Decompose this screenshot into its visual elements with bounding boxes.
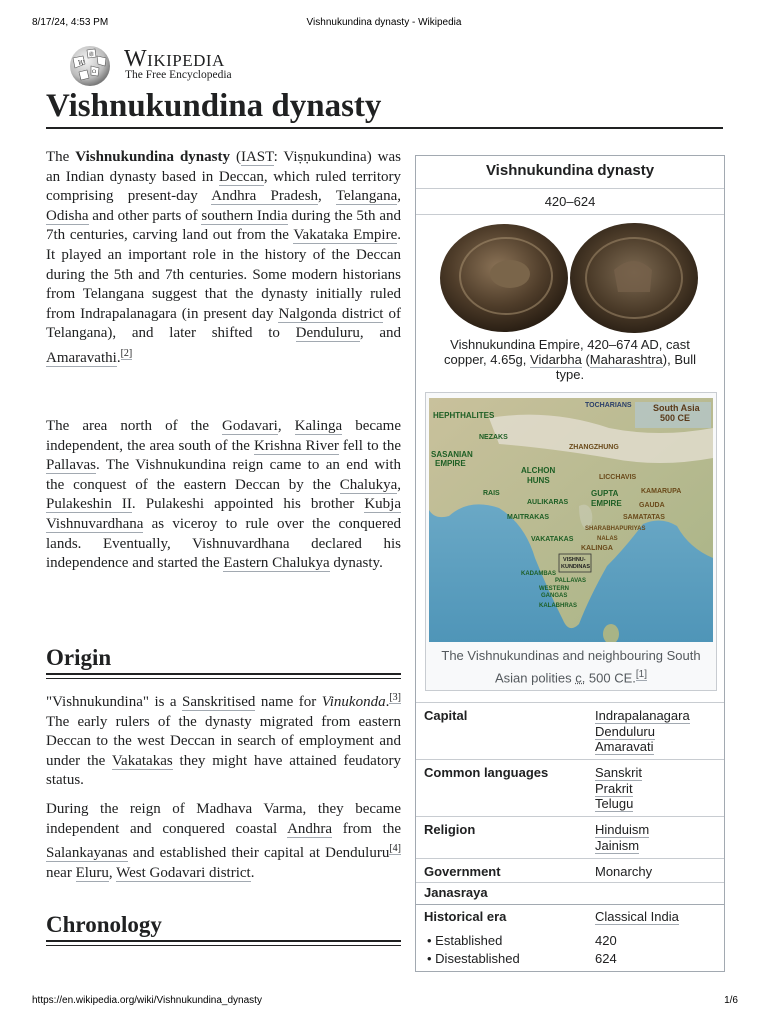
- map-label-tocharians: TOCHARIANS: [585, 402, 632, 409]
- link-deccan[interactable]: Deccan: [218, 168, 264, 185]
- title-divider: [46, 127, 723, 129]
- link-indrapalanagara[interactable]: Indrapalanagara: [595, 708, 690, 723]
- link-vidarbha[interactable]: Vidarbha: [530, 352, 582, 367]
- wikipedia-globe-logo[interactable]: [65, 44, 115, 88]
- print-title: Vishnukundina dynasty - Wikipedia: [306, 17, 462, 28]
- map-caption: The Vishnukundinas and neighbouring South Asian polities c. 500 CE.[1]: [441, 648, 701, 686]
- link-maharashtra[interactable]: Maharashtra: [589, 352, 663, 367]
- link-kalinga[interactable]: Kalinga: [294, 418, 343, 434]
- infobox-value-disestablished: 624: [595, 951, 617, 966]
- map-label-aulikaras: AULIKARAS: [527, 499, 569, 506]
- map-label-western: WESTERN: [539, 586, 569, 592]
- origin-heading: Origin: [46, 645, 401, 675]
- link-andhra[interactable]: Andhra: [287, 820, 333, 837]
- link-sanskrit[interactable]: Sanskrit: [595, 765, 642, 780]
- link-krishna-river[interactable]: Krishna River: [253, 437, 339, 454]
- link-chalukya[interactable]: Chalukya: [339, 476, 398, 493]
- link-prakrit[interactable]: Prakrit: [595, 780, 633, 796]
- infobox-dates: 420–624: [544, 194, 596, 209]
- map-figure: [425, 392, 717, 691]
- map-label-huns: HUNS: [527, 476, 550, 485]
- reference-4[interactable]: [4]: [389, 843, 401, 855]
- map-label-rais: RAIS: [483, 490, 500, 497]
- map-label-kalinga: KALINGA: [581, 545, 613, 552]
- origin-paragraph-1: "Vishnukundina" is a Sanskritised name for Vinukonda.[3] The early rulers of the dynasty migrated from eastern Deccan to the west Deccan in search of employment and under the Vakatakas they might have attained feudatory status.: [46, 692, 401, 789]
- link-iast[interactable]: IAST: [240, 149, 274, 165]
- map-label-sasanian: SASANIAN: [431, 450, 473, 459]
- origin-paragraph-2: During the reign of Madhava Varma, they became independent and conquered coastal Andhra from the Salankayanas and established their capital at Denduluru[4] near Eluru, West Godavari district.: [46, 801, 401, 881]
- map-label-gangas: GANGAS: [541, 593, 568, 599]
- map-label-nezaks: NEZAKS: [479, 434, 508, 441]
- map-label-south-asia: South Asia: [653, 403, 700, 413]
- link-sanskritised[interactable]: Sanskritised: [182, 694, 256, 710]
- reference-1[interactable]: [1]: [635, 669, 648, 680]
- link-classical-india[interactable]: Classical India: [595, 909, 679, 924]
- link-telangana[interactable]: Telangana: [335, 188, 398, 205]
- infobox-label-established: • Established: [427, 933, 503, 948]
- page-title: Vishnukundina dynasty: [46, 88, 382, 124]
- map-label-hephthalites: HEPHTHALITES: [433, 411, 495, 420]
- infobox-label-janasraya: Janasraya: [424, 885, 488, 900]
- link-amaravathi[interactable]: Amaravathi: [46, 349, 117, 366]
- map-label-kundinas: KUNDINAS: [561, 564, 591, 570]
- infobox: [415, 155, 725, 972]
- link-vakatakas[interactable]: Vakatakas: [111, 752, 173, 769]
- map-label-sasanian-empire: EMPIRE: [435, 459, 466, 468]
- map-label-zhangzhung: ZHANGZHUNG: [569, 444, 619, 451]
- map-label-gupta: GUPTA: [591, 489, 619, 498]
- infobox-label-era: Historical era: [424, 909, 507, 924]
- infobox-label-religion: Religion: [424, 822, 476, 837]
- link-eluru[interactable]: Eluru: [75, 864, 109, 881]
- svg-text:維: 維: [89, 52, 95, 58]
- reference-2[interactable]: [2]: [120, 347, 133, 359]
- map-label-sharabhapuriyas: SHARABHAPURIYAS: [585, 526, 646, 532]
- print-datetime: 8/17/24, 4:53 PM: [32, 17, 109, 28]
- map-label-alchon: ALCHON: [521, 466, 556, 475]
- map-label-kamarupa: KAMARUPA: [641, 488, 682, 495]
- intro-paragraph: The Vishnukundina dynasty (IAST: Viṣṇukundina) was an Indian dynasty based in Deccan, which ruled territory comprising present-day Andhra Pradesh, Telangana, Odisha and other parts of southern India during the 5th and 7th centuries, carving land out from the Vakataka Empire. It played an important role in the history of the Deccan during the 5th and 7th centuries. Some modern historians from Telangana suggest that the dynasty initially ruled from Indrapalanagara (in present day Nalgonda district of Telangana), and later shifted to Denduluru, and Amaravathi.[2]: [46, 149, 401, 366]
- map-label-kalabhras: KALABHRAS: [539, 603, 577, 609]
- map-label-gauda: GAUDA: [639, 502, 665, 509]
- link-telugu[interactable]: Telugu: [595, 796, 634, 811]
- link-pulakeshin-ii[interactable]: Pulakeshin II: [46, 496, 132, 513]
- infobox-value-established: 420: [595, 933, 617, 948]
- link-godavari[interactable]: Godavari: [222, 418, 278, 434]
- link-amaravati[interactable]: Amaravati: [595, 739, 654, 754]
- link-nalgonda-district[interactable]: Nalgonda district: [278, 305, 384, 322]
- conquest-paragraph: The area north of the Godavari, Kalinga became independent, the area south of the Krishna River fell to the Pallavas. The Vishnukundina reign came to an end with the conquest of the eastern Deccan by the Chalukya, Pulakeshin II. Pulakeshi appointed his brother Kubja Vishnuvardhana as viceroy to rule over the conquered lands. Eventually, Vishnuvardhana declared his independence and started the Eastern Chalukya dynasty.: [46, 418, 401, 572]
- link-odisha[interactable]: Odisha: [46, 207, 89, 224]
- map-label-maitrakas: MAITRAKAS: [507, 514, 549, 521]
- link-hinduism[interactable]: Hinduism: [595, 822, 650, 837]
- coin-image[interactable]: [438, 222, 702, 334]
- wikipedia-tagline: The Free Encyclopedia: [125, 69, 232, 81]
- map-label-kadambas: KADAMBAS: [521, 571, 556, 577]
- map-label-nalas: NALAS: [597, 536, 618, 542]
- link-jainism[interactable]: Jainism: [595, 837, 640, 853]
- link-eastern-chalukya[interactable]: Eastern Chalukya: [223, 555, 330, 572]
- link-west-godavari-district[interactable]: West Godavari district: [116, 864, 251, 881]
- link-vakataka-empire[interactable]: Vakataka Empire: [293, 227, 398, 244]
- link-denduluru[interactable]: Denduluru: [295, 325, 360, 342]
- link-kubja-vishnuvardhana[interactable]: Kubja Vishnuvardhana: [46, 496, 401, 532]
- print-url: https://en.wikipedia.org/wiki/Vishnukundina_dynasty: [32, 995, 262, 1006]
- infobox-label-capital: Capital: [424, 708, 468, 723]
- infobox-title: Vishnukundina dynasty: [485, 162, 655, 179]
- map-label-samatatas: SAMATATAS: [623, 514, 665, 521]
- link-capital-denduluru[interactable]: Denduluru: [595, 723, 655, 739]
- link-southern-india[interactable]: southern India: [201, 207, 288, 224]
- print-page-number: 1/6: [724, 995, 738, 1006]
- infobox-label-languages: Common languages: [424, 765, 549, 780]
- map-label-year: 500 CE: [660, 413, 691, 423]
- map-label-licchavis: LICCHAVIS: [599, 474, 637, 481]
- south-asia-map[interactable]: [429, 398, 713, 642]
- infobox-label-disestablished: • Disestablished: [427, 951, 520, 966]
- svg-text:W: W: [78, 60, 85, 67]
- reference-3[interactable]: [3]: [389, 692, 401, 703]
- map-label-vakatakas: VAKATAKAS: [531, 536, 574, 543]
- map-label-gupta-empire: EMPIRE: [591, 499, 622, 508]
- infobox-value-government: Monarchy: [595, 864, 653, 879]
- map-label-pallavas: PALLAVAS: [555, 578, 586, 584]
- link-andhra-pradesh[interactable]: Andhra Pradesh: [211, 188, 319, 205]
- map-label-vishnu: VISHNU-: [563, 557, 586, 563]
- infobox-label-government: Government: [424, 864, 501, 879]
- svg-text:Ω: Ω: [92, 69, 97, 75]
- link-salankayanas[interactable]: Salankayanas: [46, 845, 128, 862]
- coin-caption: Vishnukundina Empire, 420–674 AD, cast copper, 4.65g, Vidarbha (Maharashtra), Bull type.: [444, 337, 696, 382]
- chronology-heading: Chronology: [46, 912, 401, 942]
- link-pallavas[interactable]: Pallavas: [46, 457, 96, 474]
- wikipedia-wordmark: Wikipedia: [124, 46, 225, 72]
